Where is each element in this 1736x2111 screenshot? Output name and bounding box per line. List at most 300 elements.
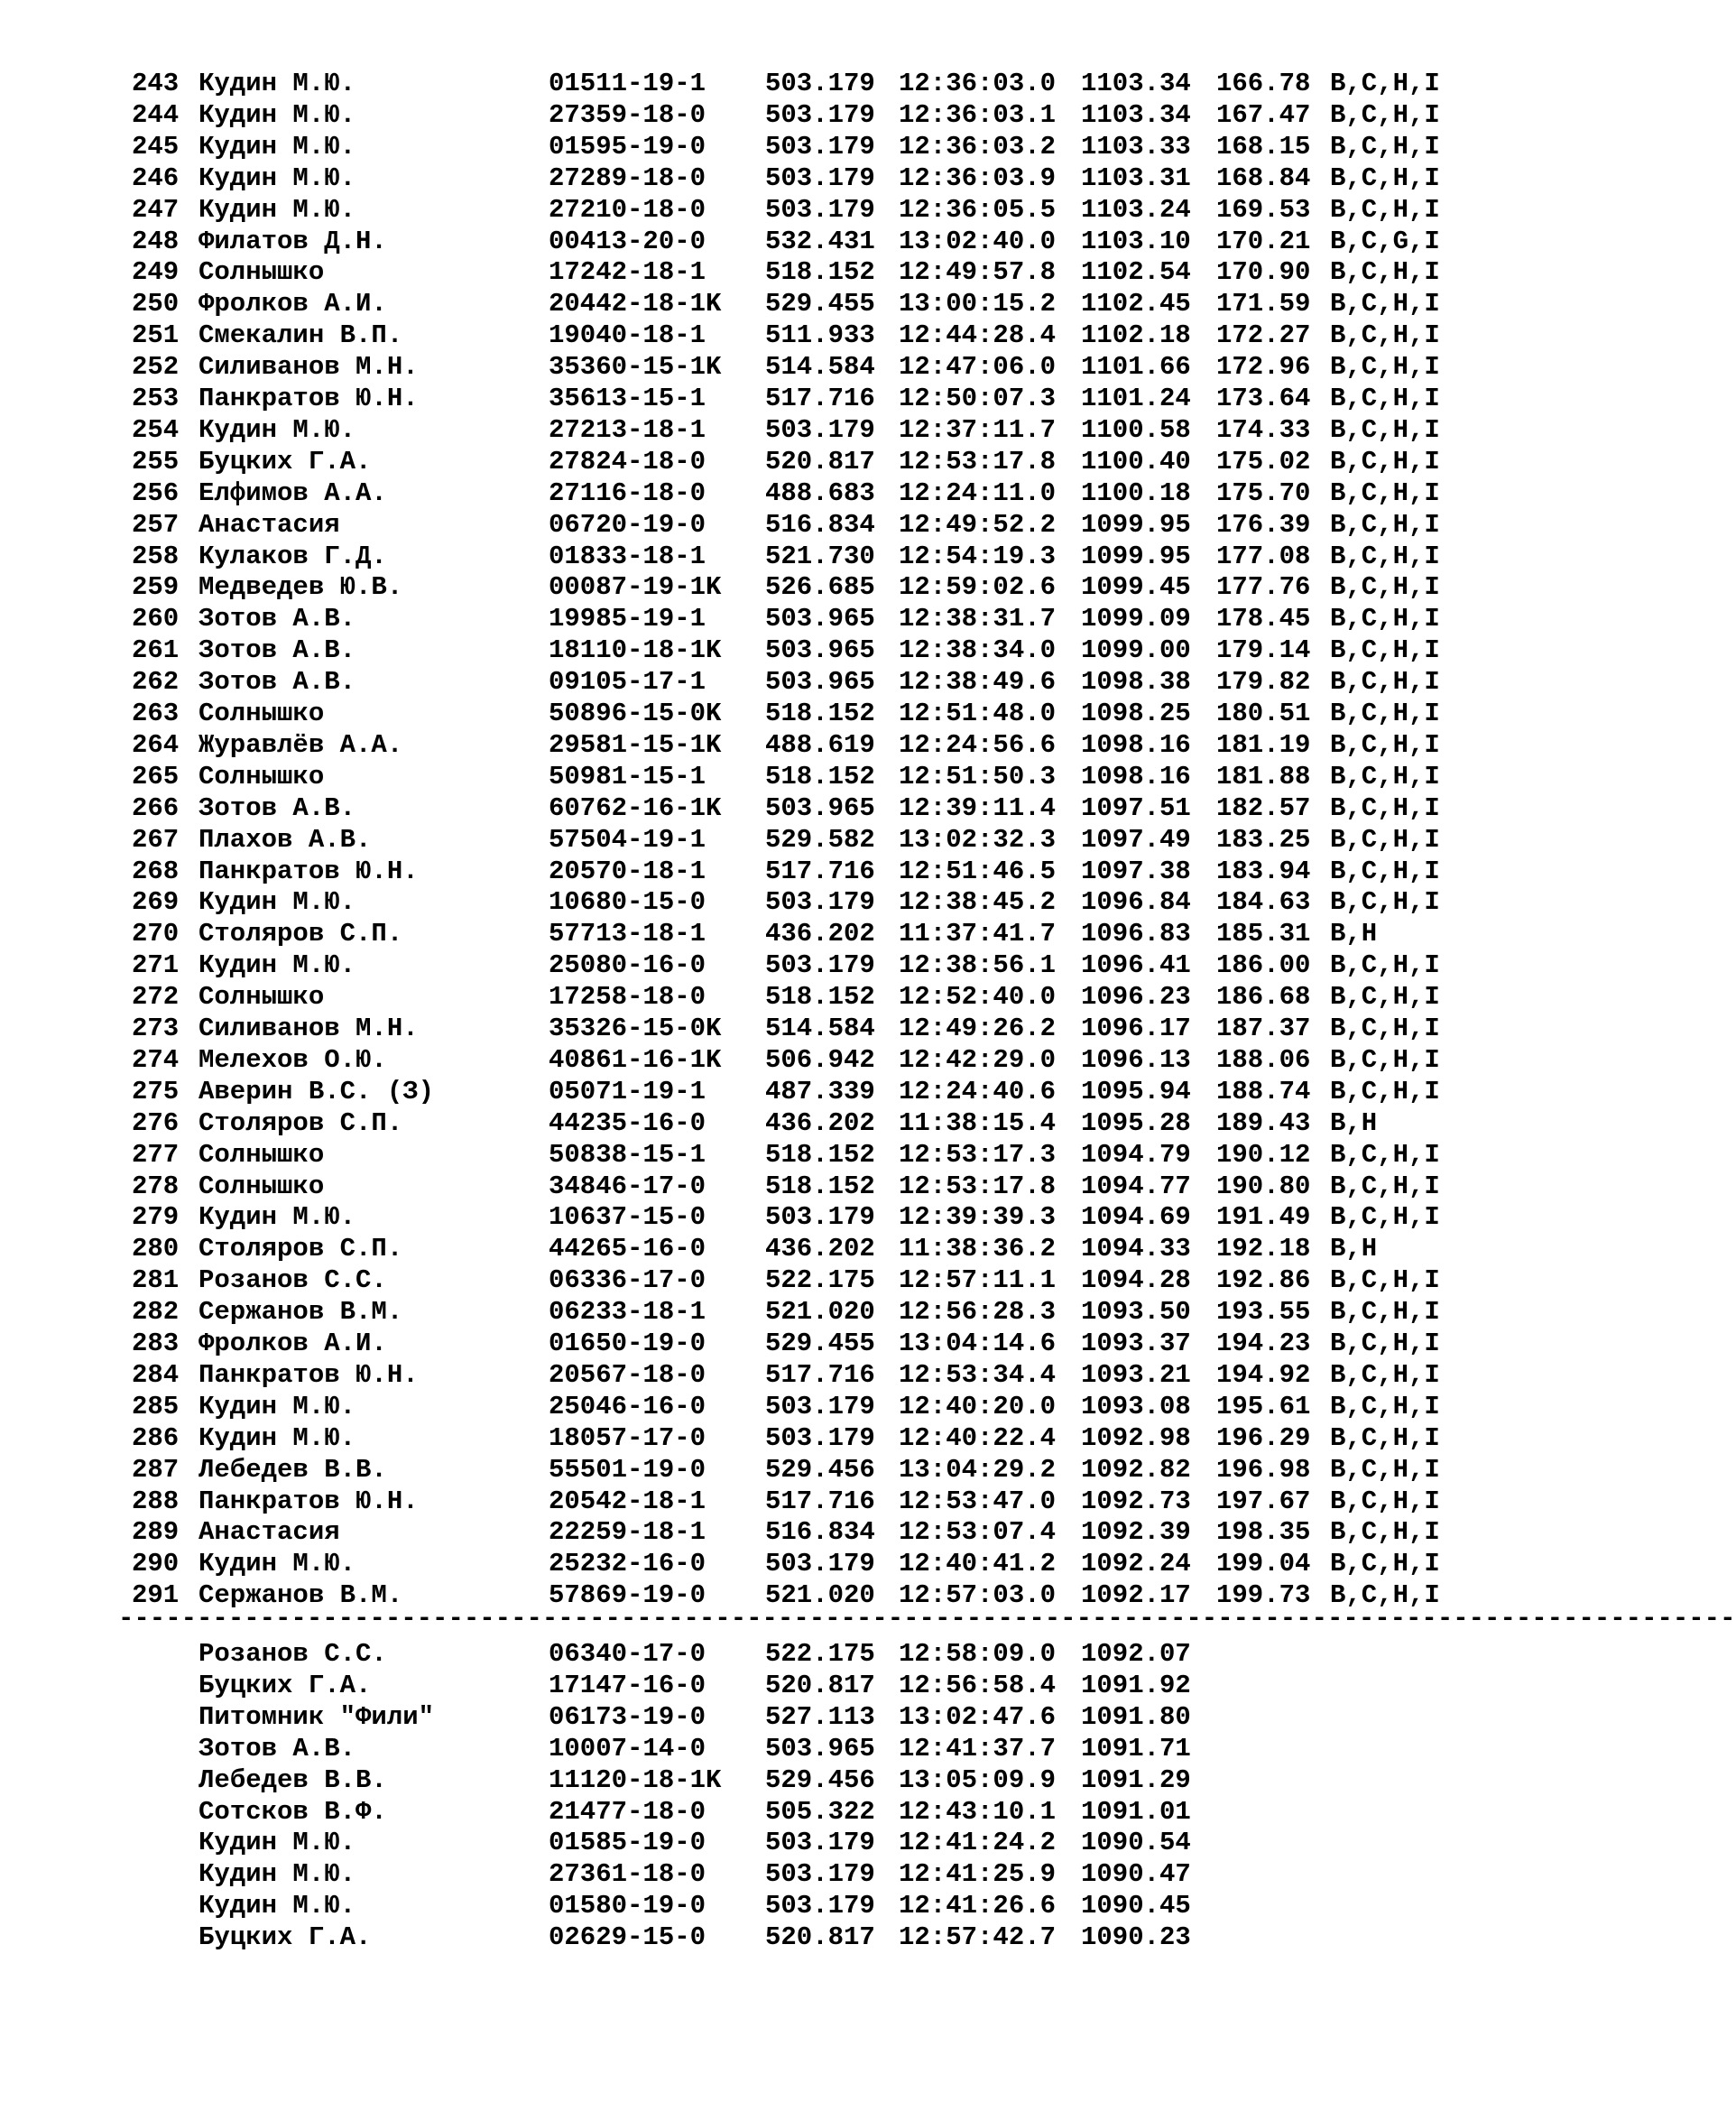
distance-value: 532.431 xyxy=(765,226,875,256)
ring-number: 57869-19-0 xyxy=(549,1580,706,1611)
owner-name: Лебедев В.В. xyxy=(199,1764,387,1795)
categories-value: B,C,H,I xyxy=(1330,289,1440,319)
arrival-time: 12:36:03.2 xyxy=(899,131,1057,162)
owner-name: Кудин М.Ю. xyxy=(199,1828,356,1858)
owner-name: Кудин М.Ю. xyxy=(199,1859,356,1890)
speed-value: 1102.54 xyxy=(1081,257,1191,288)
ring-number: 06233-18-1 xyxy=(549,1297,706,1328)
ring-number: 17147-16-0 xyxy=(549,1670,706,1700)
owner-name: Солнышко xyxy=(199,257,325,288)
distance-value: 503.965 xyxy=(765,1733,875,1764)
arrival-time: 12:59:02.6 xyxy=(899,572,1057,603)
row-number: 278 xyxy=(132,1171,180,1201)
ring-number: 18110-18-1K xyxy=(549,635,722,666)
speed-value: 1103.34 xyxy=(1081,69,1191,98)
arrival-time: 12:38:45.2 xyxy=(899,887,1057,918)
categories-value: B,C,H,I xyxy=(1330,1014,1440,1043)
speed-value: 1094.77 xyxy=(1081,1171,1191,1201)
table-row xyxy=(0,856,1492,887)
owner-name: Кудин М.Ю. xyxy=(199,950,356,981)
arrival-time: 11:38:36.2 xyxy=(899,1234,1057,1264)
arrival-time: 12:40:20.0 xyxy=(899,1391,1057,1421)
table-row xyxy=(0,99,1492,131)
points-value: 179.14 xyxy=(1216,635,1311,666)
points-value: 182.57 xyxy=(1216,792,1311,823)
distance-value: 503.179 xyxy=(765,1549,875,1579)
row-number: 289 xyxy=(132,1517,180,1548)
distance-value: 516.834 xyxy=(765,509,875,540)
speed-value: 1090.47 xyxy=(1081,1859,1191,1890)
owner-name: Плахов А.В. xyxy=(199,824,372,855)
arrival-time: 12:42:29.0 xyxy=(899,1044,1057,1075)
categories-value: B,C,H,I xyxy=(1330,162,1440,193)
ring-number: 01595-19-0 xyxy=(549,131,706,162)
arrival-time: 12:49:57.8 xyxy=(899,257,1057,288)
owner-name: Солнышко xyxy=(199,982,325,1013)
distance-value: 520.817 xyxy=(765,446,875,477)
arrival-time: 12:41:25.9 xyxy=(899,1859,1057,1890)
table-row xyxy=(0,414,1492,446)
ring-number: 35360-15-1K xyxy=(549,352,722,383)
arrival-time: 12:54:19.3 xyxy=(899,541,1057,571)
table-row xyxy=(0,1359,1492,1391)
row-number: 253 xyxy=(132,384,180,413)
arrival-time: 12:39:11.4 xyxy=(899,792,1057,823)
ring-number: 27289-18-0 xyxy=(549,162,706,193)
points-value: 194.23 xyxy=(1216,1329,1311,1358)
arrival-time: 12:58:09.0 xyxy=(899,1639,1057,1669)
table-row xyxy=(0,1638,1492,1670)
arrival-time: 12:38:49.6 xyxy=(899,667,1057,698)
arrival-time: 12:53:17.3 xyxy=(899,1139,1057,1170)
owner-name: Анастасия xyxy=(199,509,340,540)
categories-value: B,C,H,I xyxy=(1330,1329,1440,1358)
speed-value: 1098.16 xyxy=(1081,729,1191,760)
categories-value: B,C,H,I xyxy=(1330,1139,1440,1170)
speed-value: 1096.13 xyxy=(1081,1044,1191,1075)
distance-value: 503.179 xyxy=(765,1891,875,1921)
speed-value: 1102.18 xyxy=(1081,320,1191,351)
points-value: 199.73 xyxy=(1216,1580,1311,1611)
arrival-time: 12:53:17.8 xyxy=(899,446,1057,477)
ring-number: 27824-18-0 xyxy=(549,446,706,477)
table-row xyxy=(0,1733,1492,1764)
ring-number: 01585-19-0 xyxy=(549,1828,706,1858)
points-value: 179.82 xyxy=(1216,667,1311,698)
arrival-time: 12:49:52.2 xyxy=(899,509,1057,540)
table-row xyxy=(0,509,1492,541)
table-row xyxy=(0,949,1492,981)
owner-name: Зотов А.В. xyxy=(199,667,356,698)
distance-value: 518.152 xyxy=(765,257,875,288)
distance-value: 503.179 xyxy=(765,1422,875,1453)
owner-name: Столяров С.П. xyxy=(199,1234,403,1264)
points-value: 177.76 xyxy=(1216,572,1311,603)
speed-value: 1092.82 xyxy=(1081,1454,1191,1485)
table-row xyxy=(0,477,1492,509)
categories-value: B,C,H,I xyxy=(1330,887,1440,918)
row-number: 276 xyxy=(132,1107,180,1138)
speed-value: 1095.94 xyxy=(1081,1076,1191,1106)
points-value: 192.86 xyxy=(1216,1265,1311,1296)
distance-value: 503.179 xyxy=(765,131,875,162)
speed-value: 1100.18 xyxy=(1081,477,1191,508)
table-row xyxy=(0,1827,1492,1858)
categories-value: B,C,H,I xyxy=(1330,982,1440,1013)
points-value: 195.61 xyxy=(1216,1391,1311,1421)
distance-value: 517.716 xyxy=(765,1486,875,1516)
points-value: 174.33 xyxy=(1216,414,1311,445)
ring-number: 50981-15-1 xyxy=(549,761,706,792)
row-number: 250 xyxy=(132,289,180,319)
table-row xyxy=(0,1044,1492,1076)
table-row xyxy=(0,162,1492,194)
table-row xyxy=(0,1201,1492,1233)
categories-value: B,C,H,I xyxy=(1330,1171,1440,1201)
points-value: 170.90 xyxy=(1216,257,1311,288)
owner-name: Столяров С.П. xyxy=(199,1107,403,1138)
arrival-time: 13:00:15.2 xyxy=(899,289,1057,319)
owner-name: Силиванов М.Н. xyxy=(199,352,419,383)
distance-value: 526.685 xyxy=(765,572,875,603)
ring-number: 05071-19-1 xyxy=(549,1076,706,1106)
table-row xyxy=(0,918,1492,949)
points-value: 187.37 xyxy=(1216,1014,1311,1043)
arrival-time: 12:24:56.6 xyxy=(899,729,1057,760)
ring-number: 27361-18-0 xyxy=(549,1859,706,1890)
distance-value: 488.683 xyxy=(765,477,875,508)
speed-value: 1103.34 xyxy=(1081,99,1191,130)
categories-value: B,C,H,I xyxy=(1330,635,1440,666)
owner-name: Журавлёв А.А. xyxy=(199,729,403,760)
table-row xyxy=(0,1264,1492,1296)
ring-number: 06340-17-0 xyxy=(549,1639,706,1669)
ring-number: 34846-17-0 xyxy=(549,1171,706,1201)
owner-name: Буцких Г.А. xyxy=(199,1670,372,1700)
arrival-time: 12:57:42.7 xyxy=(899,1922,1057,1953)
arrival-time: 12:41:24.2 xyxy=(899,1828,1057,1858)
ring-number: 06720-19-0 xyxy=(549,509,706,540)
arrival-time: 12:41:26.6 xyxy=(899,1891,1057,1921)
owner-name: Зотов А.В. xyxy=(199,604,356,634)
categories-value: B,C,H,I xyxy=(1330,384,1440,413)
ring-number: 17258-18-0 xyxy=(549,982,706,1013)
arrival-time: 12:51:50.3 xyxy=(899,761,1057,792)
owner-name: Кудин М.Ю. xyxy=(199,1549,356,1579)
row-number: 264 xyxy=(132,729,180,760)
points-value: 186.68 xyxy=(1216,982,1311,1013)
distance-value: 518.152 xyxy=(765,699,875,728)
distance-value: 518.152 xyxy=(765,982,875,1013)
categories-value: B,C,H,I xyxy=(1330,699,1440,728)
table-row xyxy=(0,226,1492,257)
speed-value: 1091.80 xyxy=(1081,1701,1191,1732)
distance-value: 503.179 xyxy=(765,887,875,918)
categories-value: B,C,H,I xyxy=(1330,131,1440,162)
speed-value: 1094.33 xyxy=(1081,1234,1191,1264)
arrival-time: 12:36:03.0 xyxy=(899,69,1057,98)
owner-name: Кудин М.Ю. xyxy=(199,1422,356,1453)
owner-name: Кудин М.Ю. xyxy=(199,1202,356,1233)
categories-value: B,C,H,I xyxy=(1330,1549,1440,1579)
arrival-time: 12:57:11.1 xyxy=(899,1265,1057,1296)
categories-value: B,C,H,I xyxy=(1330,1265,1440,1296)
ring-number: 00413-20-0 xyxy=(549,226,706,256)
speed-value: 1101.66 xyxy=(1081,352,1191,383)
arrival-time: 13:04:14.6 xyxy=(899,1329,1057,1358)
row-number: 285 xyxy=(132,1391,180,1421)
points-value: 181.19 xyxy=(1216,729,1311,760)
distance-value: 506.942 xyxy=(765,1044,875,1075)
row-number: 271 xyxy=(132,950,180,981)
table-row xyxy=(0,68,1492,99)
points-value: 189.43 xyxy=(1216,1107,1311,1138)
table-row xyxy=(0,571,1492,603)
owner-name: Аверин В.С. (З) xyxy=(199,1076,435,1106)
ring-number: 11120-18-1K xyxy=(549,1764,722,1795)
speed-value: 1098.38 xyxy=(1081,667,1191,698)
arrival-time: 12:36:03.9 xyxy=(899,162,1057,193)
points-value: 168.15 xyxy=(1216,131,1311,162)
ring-number: 19040-18-1 xyxy=(549,320,706,351)
owner-name: Елфимов А.А. xyxy=(199,477,387,508)
categories-value: B,C,H,I xyxy=(1330,1044,1440,1075)
table-row xyxy=(0,541,1492,572)
categories-value: B,H xyxy=(1330,1107,1378,1138)
ring-number: 44235-16-0 xyxy=(549,1107,706,1138)
arrival-time: 13:02:32.3 xyxy=(899,824,1057,855)
points-value: 175.70 xyxy=(1216,477,1311,508)
table-row xyxy=(0,351,1492,383)
categories-value: B,C,H,I xyxy=(1330,950,1440,981)
arrival-time: 12:43:10.1 xyxy=(899,1796,1057,1827)
ring-number: 02629-15-0 xyxy=(549,1922,706,1953)
row-number: 277 xyxy=(132,1139,180,1170)
categories-value: B,C,H,I xyxy=(1330,1517,1440,1548)
speed-value: 1099.95 xyxy=(1081,509,1191,540)
categories-value: B,C,H,I xyxy=(1330,1297,1440,1328)
categories-value: B,H xyxy=(1330,1234,1378,1264)
ring-number: 55501-19-0 xyxy=(549,1454,706,1485)
speed-value: 1100.58 xyxy=(1081,414,1191,445)
ring-number: 19985-19-1 xyxy=(549,604,706,634)
arrival-time: 12:41:37.7 xyxy=(899,1733,1057,1764)
distance-value: 521.020 xyxy=(765,1297,875,1328)
table-row xyxy=(0,1076,1492,1107)
speed-value: 1097.49 xyxy=(1081,824,1191,855)
owner-name: Кулаков Г.Д. xyxy=(199,541,387,571)
owner-name: Филатов Д.Н. xyxy=(199,226,387,256)
points-value: 170.21 xyxy=(1216,226,1311,256)
owner-name: Кудин М.Ю. xyxy=(199,887,356,918)
ring-number: 22259-18-1 xyxy=(549,1517,706,1548)
distance-value: 503.965 xyxy=(765,635,875,666)
speed-value: 1095.28 xyxy=(1081,1107,1191,1138)
owner-name: Анастасия xyxy=(199,1517,340,1548)
points-value: 199.04 xyxy=(1216,1549,1311,1579)
row-number: 251 xyxy=(132,320,180,351)
arrival-time: 13:04:29.2 xyxy=(899,1454,1057,1485)
distance-value: 503.179 xyxy=(765,414,875,445)
row-number: 258 xyxy=(132,541,180,571)
row-number: 288 xyxy=(132,1486,180,1516)
points-value: 193.55 xyxy=(1216,1297,1311,1328)
points-value: 190.12 xyxy=(1216,1139,1311,1170)
ring-number: 57713-18-1 xyxy=(549,919,706,949)
speed-value: 1096.23 xyxy=(1081,982,1191,1013)
owner-name: Сотсков В.Ф. xyxy=(199,1796,387,1827)
categories-value: B,C,H,I xyxy=(1330,1422,1440,1453)
row-number: 244 xyxy=(132,99,180,130)
arrival-time: 13:05:09.9 xyxy=(899,1764,1057,1795)
speed-value: 1099.45 xyxy=(1081,572,1191,603)
row-number: 273 xyxy=(132,1014,180,1043)
owner-name: Сержанов В.М. xyxy=(199,1580,403,1611)
categories-value: B,C,H,I xyxy=(1330,1202,1440,1233)
table-separator: ------------------------------------------------------------------------------------------------------- xyxy=(118,1604,1736,1634)
speed-value: 1097.38 xyxy=(1081,856,1191,886)
points-value: 188.06 xyxy=(1216,1044,1311,1075)
points-value: 173.64 xyxy=(1216,384,1311,413)
table-row xyxy=(0,1516,1492,1548)
distance-value: 511.933 xyxy=(765,320,875,351)
speed-value: 1103.10 xyxy=(1081,226,1191,256)
owner-name: Кудин М.Ю. xyxy=(199,162,356,193)
ring-number: 50838-15-1 xyxy=(549,1139,706,1170)
speed-value: 1092.17 xyxy=(1081,1580,1191,1611)
speed-value: 1094.79 xyxy=(1081,1139,1191,1170)
row-number: 249 xyxy=(132,257,180,288)
table-row xyxy=(0,1548,1492,1579)
row-number: 281 xyxy=(132,1265,180,1296)
table-row xyxy=(0,1796,1492,1828)
arrival-time: 12:36:05.5 xyxy=(899,194,1057,225)
owner-name: Смекалин В.П. xyxy=(199,320,403,351)
row-number: 262 xyxy=(132,667,180,698)
speed-value: 1099.95 xyxy=(1081,541,1191,571)
ring-number: 60762-16-1K xyxy=(549,792,722,823)
speed-value: 1094.28 xyxy=(1081,1265,1191,1296)
categories-value: B,C,H,I xyxy=(1330,572,1440,603)
table-row xyxy=(0,1670,1492,1701)
speed-value: 1091.01 xyxy=(1081,1796,1191,1827)
points-value: 196.29 xyxy=(1216,1422,1311,1453)
distance-value: 517.716 xyxy=(765,384,875,413)
row-number: 252 xyxy=(132,352,180,383)
arrival-time: 12:40:22.4 xyxy=(899,1422,1057,1453)
ring-number: 50896-15-0K xyxy=(549,699,722,728)
row-number: 265 xyxy=(132,761,180,792)
table-row xyxy=(0,1422,1492,1454)
table-row xyxy=(0,319,1492,351)
categories-value: B,C,H,I xyxy=(1330,667,1440,698)
speed-value: 1092.39 xyxy=(1081,1517,1191,1548)
ring-number: 35326-15-0K xyxy=(549,1014,722,1043)
owner-name: Столяров С.П. xyxy=(199,919,403,949)
table-row xyxy=(0,729,1492,761)
ring-number: 17242-18-1 xyxy=(549,257,706,288)
arrival-time: 12:50:07.3 xyxy=(899,384,1057,413)
ring-number: 25080-16-0 xyxy=(549,950,706,981)
ring-number: 10007-14-0 xyxy=(549,1733,706,1764)
distance-value: 529.582 xyxy=(765,824,875,855)
table-row xyxy=(0,383,1492,414)
table-row xyxy=(0,1890,1492,1921)
row-number: 247 xyxy=(132,194,180,225)
speed-value: 1096.83 xyxy=(1081,919,1191,949)
points-value: 190.80 xyxy=(1216,1171,1311,1201)
arrival-time: 13:02:40.0 xyxy=(899,226,1057,256)
distance-value: 527.113 xyxy=(765,1701,875,1732)
owner-name: Кудин М.Ю. xyxy=(199,99,356,130)
row-number: 261 xyxy=(132,635,180,666)
arrival-time: 12:38:56.1 xyxy=(899,950,1057,981)
owner-name: Сержанов В.М. xyxy=(199,1297,403,1328)
table-row xyxy=(0,981,1492,1013)
distance-value: 436.202 xyxy=(765,1107,875,1138)
ring-number: 06336-17-0 xyxy=(549,1265,706,1296)
categories-value: B,C,H,I xyxy=(1330,1580,1440,1611)
row-number: 259 xyxy=(132,572,180,603)
categories-value: B,C,H,I xyxy=(1330,729,1440,760)
table-row xyxy=(0,194,1492,226)
speed-value: 1097.51 xyxy=(1081,792,1191,823)
arrival-time: 12:37:11.7 xyxy=(899,414,1057,445)
row-number: 254 xyxy=(132,414,180,445)
row-number: 248 xyxy=(132,226,180,256)
distance-value: 503.179 xyxy=(765,950,875,981)
speed-value: 1100.40 xyxy=(1081,446,1191,477)
row-number: 246 xyxy=(132,162,180,193)
arrival-time: 12:47:06.0 xyxy=(899,352,1057,383)
speed-value: 1091.29 xyxy=(1081,1764,1191,1795)
owner-name: Буцких Г.А. xyxy=(199,1922,372,1953)
arrival-time: 12:53:34.4 xyxy=(899,1359,1057,1390)
speed-value: 1092.07 xyxy=(1081,1639,1191,1669)
points-value: 168.84 xyxy=(1216,162,1311,193)
table-row xyxy=(0,256,1492,288)
speed-value: 1096.17 xyxy=(1081,1014,1191,1043)
ring-number: 35613-15-1 xyxy=(549,384,706,413)
distance-value: 521.730 xyxy=(765,541,875,571)
distance-value: 503.179 xyxy=(765,194,875,225)
speed-value: 1103.24 xyxy=(1081,194,1191,225)
distance-value: 529.456 xyxy=(765,1454,875,1485)
points-value: 198.35 xyxy=(1216,1517,1311,1548)
ring-number: 20570-18-1 xyxy=(549,856,706,886)
arrival-time: 12:56:28.3 xyxy=(899,1297,1057,1328)
distance-value: 436.202 xyxy=(765,1234,875,1264)
distance-value: 529.455 xyxy=(765,289,875,319)
arrival-time: 13:02:47.6 xyxy=(899,1701,1057,1732)
table-row xyxy=(0,1764,1492,1796)
table-row xyxy=(0,886,1492,918)
arrival-time: 12:51:48.0 xyxy=(899,699,1057,728)
row-number: 266 xyxy=(132,792,180,823)
owner-name: Солнышко xyxy=(199,699,325,728)
categories-value: B,C,G,I xyxy=(1330,226,1440,256)
table-row xyxy=(0,1328,1492,1359)
table-row xyxy=(0,1013,1492,1044)
arrival-time: 12:39:39.3 xyxy=(899,1202,1057,1233)
ring-number: 57504-19-1 xyxy=(549,824,706,855)
arrival-time: 12:24:40.6 xyxy=(899,1076,1057,1106)
distance-value: 517.716 xyxy=(765,856,875,886)
table-row xyxy=(0,1486,1492,1517)
arrival-time: 12:38:31.7 xyxy=(899,604,1057,634)
row-number: 245 xyxy=(132,131,180,162)
ring-number: 25046-16-0 xyxy=(549,1391,706,1421)
